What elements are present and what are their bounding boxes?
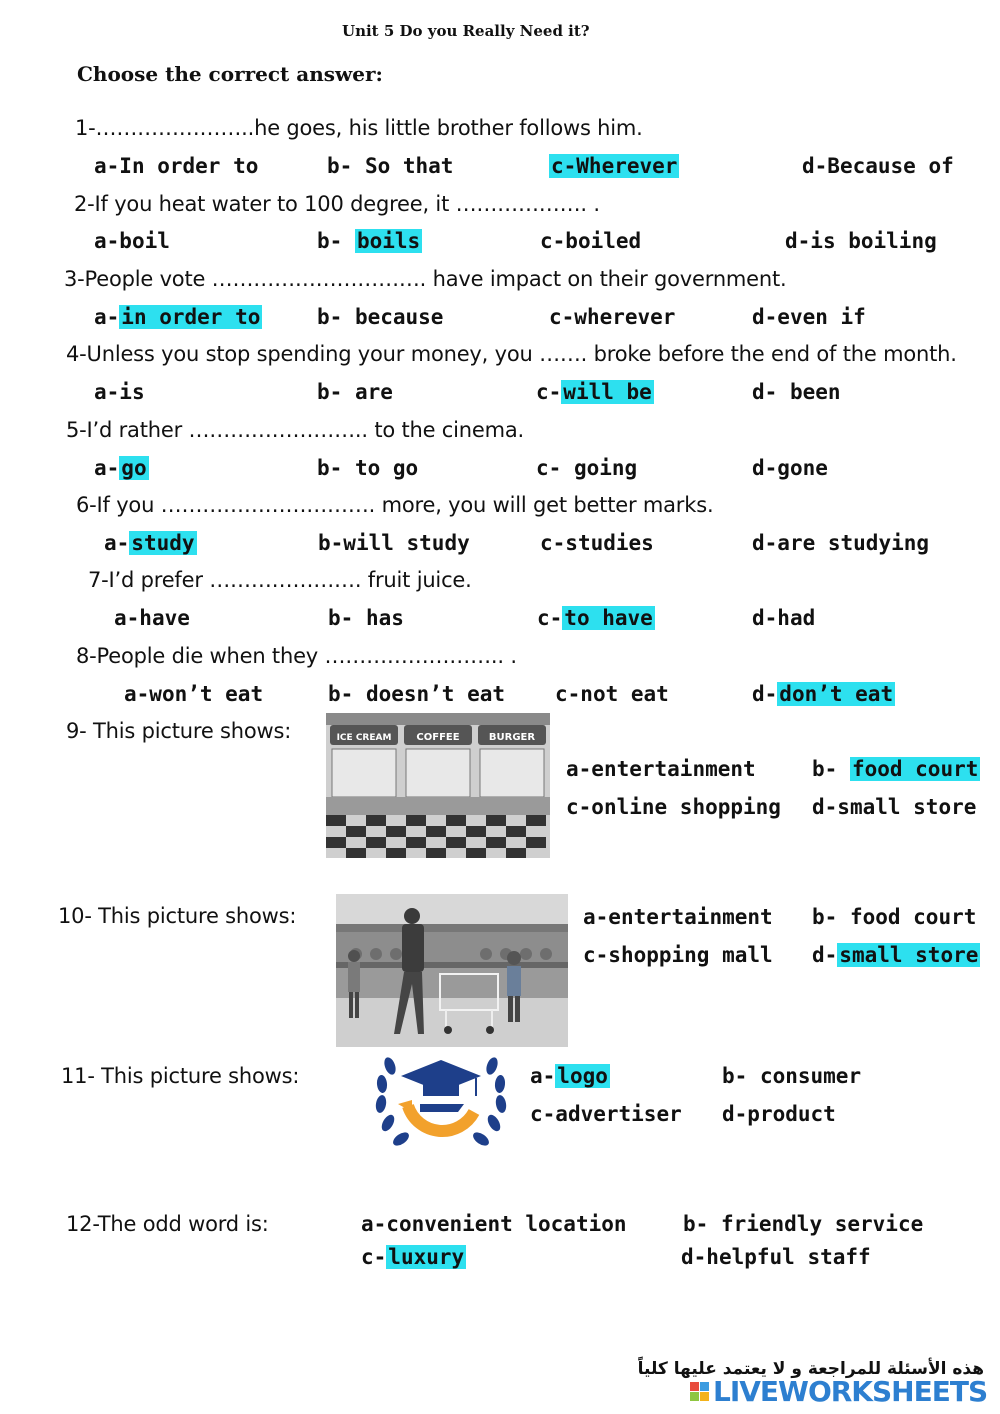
option-text: will study — [343, 531, 470, 555]
option-prefix: a- — [530, 1064, 556, 1088]
option-text-correct: in order to — [121, 305, 261, 329]
footer-arabic-note: هذه الأسئلة للمراجعة و لا يعتمد عليها كلياً — [637, 1359, 984, 1379]
option-text: is boiling — [810, 229, 937, 253]
supermarket-image — [336, 894, 568, 1047]
option-text: small store — [837, 795, 977, 819]
option-text: In order to — [119, 154, 259, 178]
option-text: are — [354, 380, 393, 404]
question-11-stem: 11- This picture shows: — [61, 1064, 300, 1088]
option-text: food court — [849, 905, 977, 929]
question-4-stem: 4-Unless you stop spending your money, you ……. broke before the end of the month. — [66, 342, 957, 366]
option-text: wherever — [574, 305, 676, 329]
question-8-stem: 8-People die when they …………………….. . — [76, 644, 517, 668]
option-text: to go — [354, 456, 419, 480]
option-text: has — [365, 606, 404, 630]
option-prefix: c- — [536, 380, 562, 404]
option-prefix: d- — [802, 154, 828, 178]
q12-option-a[interactable] — [361, 1212, 627, 1236]
option-text: won’t eat — [149, 682, 264, 706]
q7-option-d[interactable] — [752, 606, 815, 630]
q4-option-b[interactable] — [317, 380, 393, 404]
q3-option-d[interactable] — [752, 305, 866, 329]
liveworksheets-logo[interactable] — [690, 1375, 987, 1408]
option-prefix: c- — [555, 682, 581, 706]
q10-option-b[interactable] — [812, 905, 976, 929]
option-prefix: d- — [752, 380, 790, 404]
q4-option-d[interactable] — [752, 380, 841, 404]
option-text-correct: to have — [564, 606, 653, 630]
question-10-stem: 10- This picture shows: — [58, 904, 297, 928]
q11-option-b[interactable] — [722, 1064, 861, 1088]
q1-option-a[interactable] — [94, 154, 258, 178]
option-text-correct: go — [121, 456, 147, 480]
q2-option-b[interactable] — [317, 229, 422, 253]
option-prefix: a- — [114, 606, 140, 630]
question-7-stem: 7-I’d prefer …………………. fruit juice. — [88, 568, 472, 592]
option-prefix: b- — [317, 229, 355, 253]
option-text: boiled — [565, 229, 642, 253]
option-text: online shopping — [591, 795, 781, 819]
page-title: Unit 5 Do you Really Need it? — [342, 22, 590, 40]
question-5-stem: 5-I’d rather …………………….. to the cinema. — [66, 418, 525, 442]
option-text: is — [119, 380, 145, 404]
option-text-correct: small store — [839, 943, 979, 967]
q6-option-b[interactable] — [318, 531, 470, 555]
q9-option-a[interactable] — [566, 757, 756, 781]
option-prefix: c- — [583, 943, 609, 967]
option-prefix: d- — [752, 456, 778, 480]
option-text: friendly service — [720, 1212, 924, 1236]
option-prefix: c- — [361, 1245, 387, 1269]
lws-badge-icon — [690, 1382, 709, 1401]
q9-option-b[interactable] — [812, 757, 980, 781]
option-prefix: c- — [549, 305, 575, 329]
option-prefix: d- — [812, 795, 838, 819]
option-text-correct: will be — [563, 380, 652, 404]
option-prefix: c- — [566, 795, 592, 819]
q1-option-b[interactable] — [327, 154, 453, 178]
q6-option-a[interactable] — [104, 531, 197, 555]
q2-option-d[interactable] — [785, 229, 937, 253]
q7-option-a[interactable] — [114, 606, 190, 630]
question-12-stem: 12-The odd word is: — [66, 1212, 269, 1236]
option-prefix: d- — [812, 943, 838, 967]
q3-option-a[interactable] — [94, 305, 262, 329]
q9-option-c[interactable] — [566, 795, 781, 819]
option-text: So that — [364, 154, 454, 178]
q11-option-c[interactable] — [530, 1102, 682, 1126]
option-prefix: b- — [812, 757, 850, 781]
q5-option-a[interactable] — [94, 456, 149, 480]
q8-option-b[interactable] — [328, 682, 505, 706]
option-text-correct: logo — [557, 1064, 608, 1088]
option-text: entertainment — [591, 757, 756, 781]
option-text: studies — [565, 531, 654, 555]
option-text: entertainment — [608, 905, 773, 929]
option-prefix: a- — [361, 1212, 387, 1236]
option-text: gone — [777, 456, 828, 480]
sign-ice-cream: ICE CREAM — [336, 733, 392, 743]
question-3-stem: 3-People vote …………………………. have impact on their government. — [64, 267, 787, 291]
option-text: convenient location — [386, 1212, 627, 1236]
option-prefix: b- — [683, 1212, 721, 1236]
option-prefix: b- — [328, 682, 366, 706]
option-text-correct: c-Wherever — [551, 154, 678, 178]
q5-option-c[interactable] — [536, 456, 637, 480]
option-text: consumer — [759, 1064, 862, 1088]
option-prefix: d- — [752, 682, 778, 706]
q5-option-b[interactable] — [317, 456, 418, 480]
q11-option-d[interactable] — [722, 1102, 836, 1126]
q2-option-c[interactable] — [540, 229, 641, 253]
q12-option-b[interactable] — [683, 1212, 923, 1236]
option-text-correct: luxury — [388, 1245, 465, 1269]
q10-option-c[interactable] — [583, 943, 773, 967]
option-text: are studying — [777, 531, 930, 555]
option-text: have — [139, 606, 190, 630]
q8-option-a[interactable] — [124, 682, 263, 706]
option-text: advertiser — [555, 1102, 682, 1126]
option-prefix: b- — [812, 905, 850, 929]
q7-option-c[interactable] — [537, 606, 655, 630]
option-text-correct: don’t eat — [779, 682, 894, 706]
q3-option-b[interactable] — [317, 305, 443, 329]
q1-option-c[interactable] — [549, 154, 679, 178]
q4-option-c[interactable] — [536, 380, 654, 404]
option-text: boil — [119, 229, 170, 253]
option-text: product — [747, 1102, 836, 1126]
q2-option-a[interactable] — [94, 229, 170, 253]
food-court-image — [326, 713, 550, 858]
option-prefix: a- — [94, 154, 120, 178]
sign-burger: BURGER — [488, 732, 536, 743]
option-prefix: b- — [317, 380, 355, 404]
option-text: shopping mall — [608, 943, 773, 967]
option-prefix: b- — [328, 606, 366, 630]
option-text-correct: boils — [356, 229, 421, 253]
q10-option-a[interactable] — [583, 905, 773, 929]
option-text: even if — [777, 305, 866, 329]
question-6-stem: 6-If you …………………………. more, you will get better marks. — [76, 493, 714, 517]
option-prefix: a- — [94, 305, 120, 329]
option-prefix: d- — [752, 606, 778, 630]
question-2-stem: 2-If you heat water to 100 degree, it ………………. . — [74, 192, 600, 216]
option-text: doesn’t eat — [365, 682, 506, 706]
option-prefix: b- — [318, 531, 344, 555]
q6-option-c[interactable] — [540, 531, 654, 555]
option-prefix: a- — [94, 456, 120, 480]
q8-option-c[interactable] — [555, 682, 669, 706]
instruction: Choose the correct answer: — [77, 62, 383, 86]
option-prefix: d- — [752, 531, 778, 555]
option-text: not eat — [580, 682, 669, 706]
q10-option-d[interactable] — [812, 943, 980, 967]
option-prefix: d- — [681, 1245, 707, 1269]
q6-option-d[interactable] — [752, 531, 929, 555]
option-prefix: a- — [124, 682, 150, 706]
option-text-correct: study — [131, 531, 195, 555]
q9-option-d[interactable] — [812, 795, 976, 819]
q7-option-b[interactable] — [328, 606, 404, 630]
q12-option-c[interactable] — [361, 1245, 466, 1269]
option-prefix: c- — [530, 1102, 556, 1126]
q11-option-a[interactable] — [530, 1064, 610, 1088]
option-prefix: a- — [583, 905, 609, 929]
brand-name: LIVEWORKSHEETS — [713, 1375, 988, 1408]
option-prefix: a- — [94, 229, 120, 253]
option-text: because — [354, 305, 444, 329]
option-prefix: a- — [104, 531, 130, 555]
option-prefix: c- — [536, 456, 574, 480]
option-text-correct: food court — [851, 757, 979, 781]
option-text: Because of — [827, 154, 954, 178]
sign-coffee: COFFEE — [416, 732, 460, 743]
option-text: been — [789, 380, 841, 404]
option-text: had — [777, 606, 816, 630]
option-prefix: b- — [722, 1064, 760, 1088]
question-9-stem: 9- This picture shows: — [66, 719, 292, 743]
option-prefix: d- — [752, 305, 778, 329]
question-1-stem: 1-…………………..he goes, his little brother follows him. — [75, 116, 643, 140]
q5-option-d[interactable] — [752, 456, 828, 480]
option-text: helpful staff — [706, 1245, 871, 1269]
q8-option-d[interactable] — [752, 682, 895, 706]
option-prefix: b- — [317, 456, 355, 480]
q3-option-c[interactable] — [549, 305, 675, 329]
option-prefix: b- — [317, 305, 355, 329]
option-prefix: b- — [327, 154, 365, 178]
q12-option-d[interactable] — [681, 1245, 871, 1269]
option-prefix: d- — [722, 1102, 748, 1126]
option-prefix: d- — [785, 229, 811, 253]
option-prefix: a- — [566, 757, 592, 781]
q1-option-d[interactable] — [802, 154, 954, 178]
education-logo-image — [368, 1046, 514, 1154]
option-text: going — [573, 456, 638, 480]
q4-option-a[interactable] — [94, 380, 145, 404]
option-prefix: a- — [94, 380, 120, 404]
option-prefix: c- — [540, 531, 566, 555]
option-prefix: c- — [537, 606, 563, 630]
option-prefix: c- — [540, 229, 566, 253]
